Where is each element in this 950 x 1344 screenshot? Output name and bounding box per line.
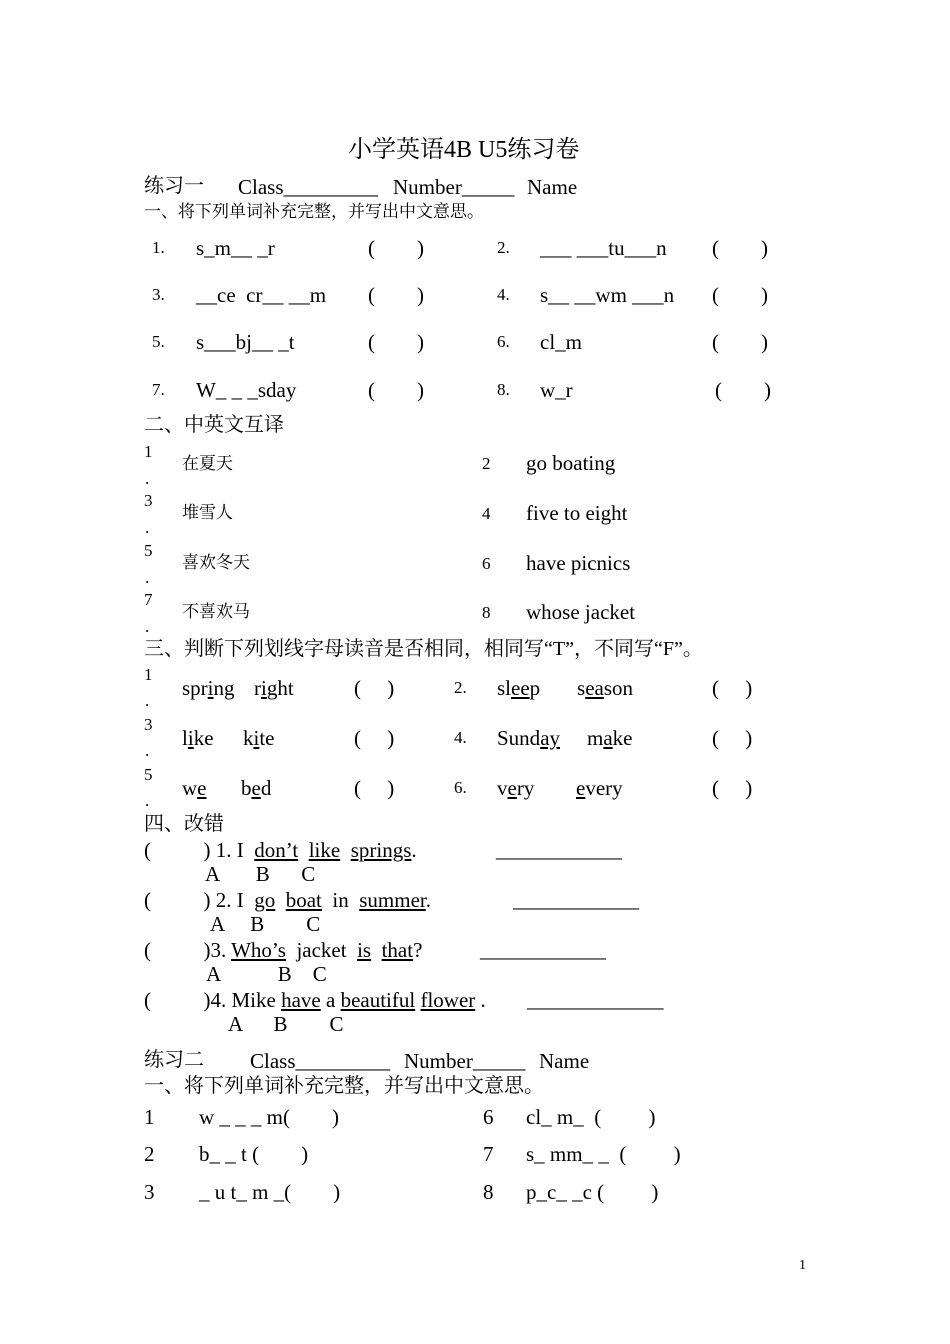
translate-item: 堆雪人 <box>182 503 233 522</box>
item-number: 6. <box>497 332 510 351</box>
word-pair-first: spring <box>182 676 235 700</box>
correction-sentence: ( ) 1. I don’t like springs. <box>144 838 417 862</box>
item-number: 3 <box>144 1180 155 1204</box>
option-letters: A B C <box>228 1012 344 1036</box>
word-pair-second: season <box>577 676 634 700</box>
practice1-name-field: Name <box>527 175 578 199</box>
item-number: 7 <box>144 590 153 609</box>
item-number-dot: . <box>145 791 150 810</box>
fill-word: s___bj__ _t <box>196 330 295 354</box>
item-number: 5. <box>152 332 165 351</box>
section3-title: 三、判断下列划线字母读音是否相同，相同写“T”，不同写“F”。 <box>144 638 703 660</box>
item-number: 8. <box>497 380 510 399</box>
translate-item: have picnics <box>526 551 631 575</box>
item-number: 1 <box>144 665 153 684</box>
word-pair-second: every <box>576 776 623 800</box>
item-number: 4. <box>497 285 510 304</box>
answer-paren: ( ) <box>715 378 771 402</box>
word-pair-second: right <box>254 676 294 700</box>
translate-item: 在夏天 <box>182 454 233 473</box>
item-number: 3 <box>144 715 153 734</box>
fill-word: cl_ m_ ( ) <box>526 1105 656 1129</box>
answer-paren: ( ) <box>368 330 424 354</box>
fill-word: W_ _ _sday <box>196 378 297 402</box>
answer-paren: ( ) <box>368 378 424 402</box>
item-number: 7 <box>483 1142 494 1166</box>
option-letters: A B C <box>210 912 321 936</box>
page-number: 1 <box>799 1258 806 1273</box>
translate-item: 不喜欢马 <box>182 602 250 621</box>
fill-word: w_r <box>540 378 573 402</box>
practice2-section1-title: 一、将下列单词补充完整，并写出中文意思。 <box>144 1075 544 1097</box>
item-number: 6. <box>454 778 467 797</box>
fill-word: cl_m <box>540 330 582 354</box>
section2-title: 二、中英文互译 <box>144 414 284 436</box>
word-pair-second: kite <box>243 726 275 750</box>
correction-sentence: ( ) 2. I go boat in summer. <box>144 888 431 912</box>
fill-word: __ce cr__ __m <box>196 283 327 307</box>
answer-paren: ( ) <box>712 283 768 307</box>
item-number: 5 <box>144 541 153 560</box>
answer-paren: ( ) <box>354 676 395 700</box>
item-number: 2 <box>144 1142 155 1166</box>
item-number: 3 <box>144 491 153 510</box>
fill-word: _ u t_ m _( ) <box>199 1180 341 1204</box>
item-number-dot: . <box>145 518 150 537</box>
word-pair-first: Sunday <box>497 726 561 750</box>
answer-paren: ( ) <box>354 726 395 750</box>
item-number: 7. <box>152 380 165 399</box>
item-number: 8 <box>482 603 491 622</box>
item-number-dot: . <box>145 617 150 636</box>
fill-word: s__ __wm ___n <box>540 283 675 307</box>
fill-word: s_ mm_ _ ( ) <box>526 1142 681 1166</box>
item-number: 4. <box>454 728 467 747</box>
section1-title: 一、将下列单词补充完整，并写出中文意思。 <box>144 202 484 221</box>
answer-blank: ____________ <box>480 938 606 962</box>
word-pair-second: make <box>587 726 633 750</box>
correction-sentence: ( )3. Who’s jacket is that? <box>144 938 423 962</box>
option-letters: A B C <box>205 862 316 886</box>
practice2-class-field: Class_________ <box>250 1049 391 1073</box>
translate-item: whose jacket <box>526 600 636 624</box>
practice1-class-field: Class_________ <box>238 175 379 199</box>
item-number-dot: . <box>145 469 150 488</box>
item-number: 2. <box>454 678 467 697</box>
item-number-dot: . <box>145 568 150 587</box>
item-number: 5 <box>144 765 153 784</box>
word-pair-first: sleep <box>497 676 541 700</box>
fill-word: b_ _ t ( ) <box>199 1142 309 1166</box>
answer-paren: ( ) <box>712 330 768 354</box>
item-number: 3. <box>152 285 165 304</box>
answer-paren: ( ) <box>712 676 753 700</box>
practice2-name-field: Name <box>539 1049 590 1073</box>
answer-paren: ( ) <box>712 236 768 260</box>
fill-word: ___ ___tu___n <box>540 236 667 260</box>
item-number: 1 <box>144 442 153 461</box>
word-pair-first: we <box>182 776 207 800</box>
section4-title: 四、改错 <box>144 813 224 835</box>
item-number-dot: . <box>145 741 150 760</box>
item-number: 2 <box>482 454 491 473</box>
item-number-dot: . <box>145 691 150 710</box>
answer-blank: ____________ <box>513 888 639 912</box>
practice2-label: 练习二 <box>144 1049 204 1071</box>
answer-paren: ( ) <box>712 776 753 800</box>
fill-word: w _ _ _ m( ) <box>199 1105 339 1129</box>
item-number: 4 <box>482 504 491 523</box>
answer-paren: ( ) <box>712 726 753 750</box>
practice1-number-field: Number_____ <box>393 175 515 199</box>
option-letters: A B C <box>206 962 327 986</box>
translate-item: 喜欢冬天 <box>182 553 250 572</box>
practice1-label: 练习一 <box>144 175 204 197</box>
page-title: 小学英语4B U5练习卷 <box>348 137 580 163</box>
translate-item: five to eight <box>526 501 628 525</box>
item-number: 6 <box>483 1105 494 1129</box>
word-pair-first: very <box>497 776 535 800</box>
item-number: 2. <box>497 238 510 257</box>
item-number: 6 <box>482 554 491 573</box>
answer-paren: ( ) <box>354 776 395 800</box>
answer-paren: ( ) <box>368 283 424 307</box>
answer-paren: ( ) <box>368 236 424 260</box>
word-pair-first: like <box>182 726 214 750</box>
translate-item: go boating <box>526 451 616 475</box>
item-number: 1. <box>152 238 165 257</box>
answer-blank: _____________ <box>527 988 664 1012</box>
fill-word: s_m__ _r <box>196 236 275 260</box>
word-pair-second: bed <box>241 776 272 800</box>
correction-sentence: ( )4. Mike have a beautiful flower . <box>144 988 486 1012</box>
item-number: 1 <box>144 1105 155 1129</box>
item-number: 8 <box>483 1180 494 1204</box>
practice2-number-field: Number_____ <box>404 1049 526 1073</box>
fill-word: p_c_ _c ( ) <box>526 1180 659 1204</box>
answer-blank: ____________ <box>496 838 622 862</box>
